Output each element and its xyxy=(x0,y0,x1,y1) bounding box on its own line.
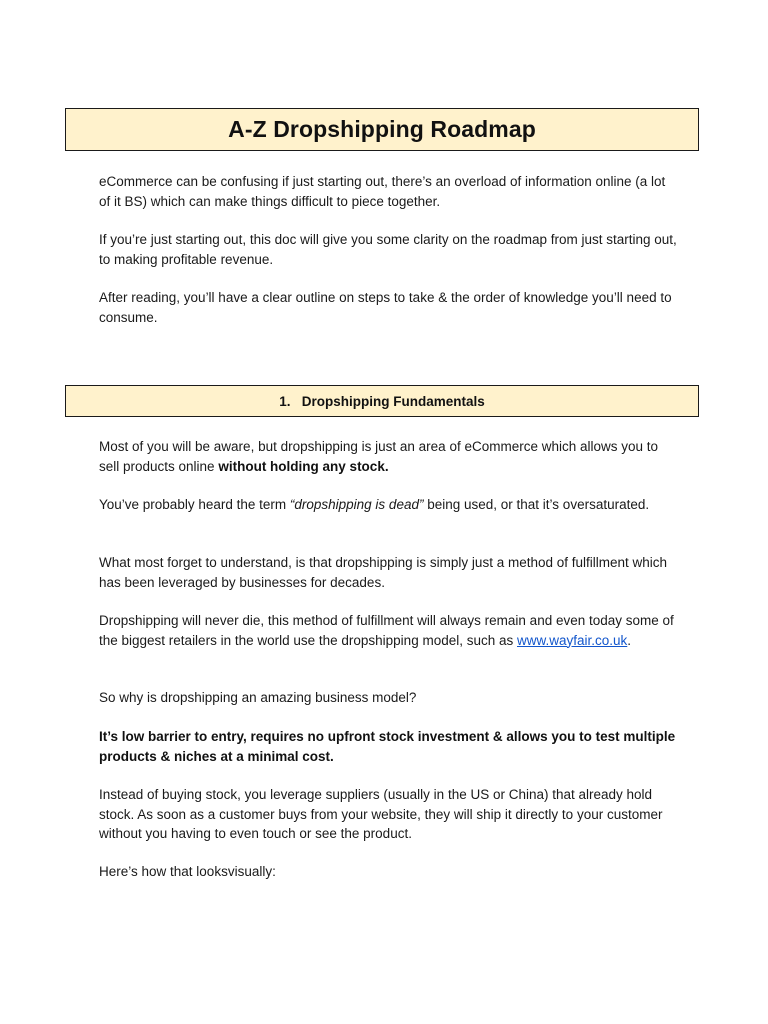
paragraph-text: You’ve probably heard the term xyxy=(99,497,290,512)
section-paragraph-5: So why is dropshipping an amazing business model? xyxy=(99,690,417,705)
bold-text: without holding any stock. xyxy=(218,458,389,474)
section-paragraph-7: Instead of buying stock, you leverage suppliers (usually in the US or China) that already hold stock. As soon as a customer buys from your website, they will ship it directly to your customer without you having to even touch or see the product. xyxy=(99,787,663,841)
section-title: Dropshipping Fundamentals xyxy=(301,393,485,409)
section-paragraph-1 xyxy=(99,437,679,476)
section-paragraph-4 xyxy=(99,611,679,650)
section-paragraph-6 xyxy=(99,727,679,766)
paragraph-text: . xyxy=(627,632,632,648)
paragraph-text: being used, or that it’s oversaturated. xyxy=(423,497,650,512)
section-heading xyxy=(279,394,485,409)
paragraph-text: Most of you will be aware, but dropshipping is just an area of eCommerce which allows you to sell products online xyxy=(99,439,659,474)
section-number: 1. xyxy=(279,393,291,409)
section-paragraph-8: Here’s how that looksvisually: xyxy=(99,864,276,879)
italic-quote: “dropshipping is dead” xyxy=(289,497,424,512)
intro-paragraph-3: After reading, you’ll have a clear outline on steps to take & the order of knowledge you’ll need to consume. xyxy=(99,290,672,325)
page-title: A-Z Dropshipping Roadmap xyxy=(228,116,536,142)
paragraph-text: Dropshipping will never die, this method of fulfillment will always remain and even today some of the biggest retailers in the world use the dropshipping model, such as xyxy=(99,613,674,648)
intro-paragraph-1: eCommerce can be confusing if just starting out, there’s an overload of information online (a lot of it BS) which can make things difficult to piece together. xyxy=(99,174,666,209)
bold-text: It’s low barrier to entry, requires no upfront stock investment & allows you to test multiple products & niches at a minimal cost. xyxy=(99,729,676,764)
section-heading-banner xyxy=(65,385,699,417)
wayfair-link[interactable]: www.wayfair.co.uk xyxy=(517,632,628,648)
section-paragraph-3: What most forget to understand, is that dropshipping is simply just a method of fulfillment which has been leveraged by businesses for decades. xyxy=(99,555,668,590)
title-banner xyxy=(65,108,699,151)
intro-paragraph-2: If you’re just starting out, this doc will give you some clarity on the roadmap from just starting out, to making profitable revenue. xyxy=(99,232,677,267)
section-paragraph-2 xyxy=(99,495,679,515)
